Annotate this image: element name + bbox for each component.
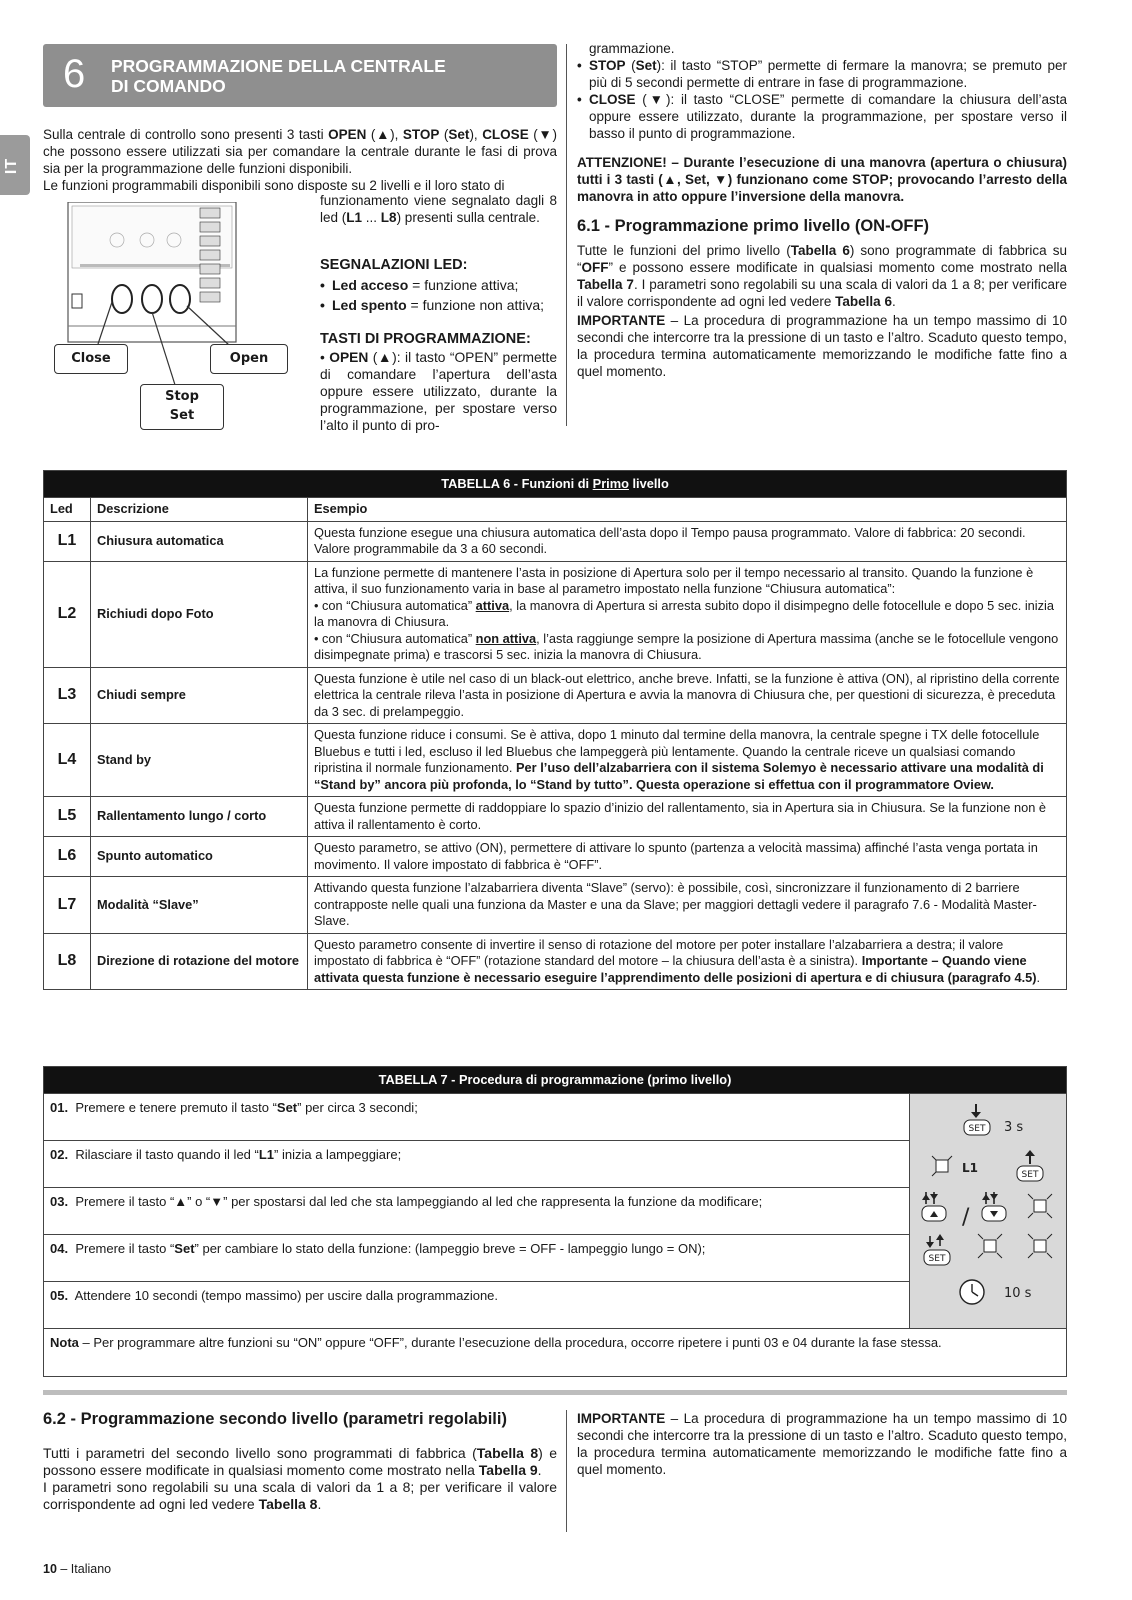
table-row: L8 Direzione di rotazione del motore Questo parametro consente di invertire il senso di rotazione del motore per poter installare l’alzabarriera a destra; il valore impostato di fabbrica è “OFF” (rotazione standard del motore – la chiusura dell’asta è a sinistra). Importante – Quando viene attivata questa funzione è necessario eseguire l’apprendimento delle posizioni di apertura e di chiusura (paragrafo 4.5).	[44, 933, 1067, 990]
table-note-row: Nota – Per programmare altre funzioni su “ON” oppure “OFF”, durante l’esecuzione della procedura, occorre ripetere i punti 03 e 04 durante la fase stessa.	[44, 1329, 1067, 1377]
section-6-2	[43, 1410, 557, 1513]
right-column	[577, 40, 1067, 380]
duration-10s-text: 10 s	[1004, 1286, 1032, 1301]
column-header: Led	[44, 498, 91, 522]
intro-paragraph: Sulla centrale di controllo sono presenti 3 tasti OPEN (▲), STOP (Set), CLOSE (▼) che possono essere utilizzati sia per comandare la centrale durante le fasi di prova sia per la programmazione delle funzioni disponibili. Le funzioni programmabili disponibili sono disposte su 2 livelli e il loro stato di	[43, 127, 558, 193]
language-label: IT	[3, 157, 21, 175]
table-row: L1 Chiusura automatica Questa funzione esegue una chiusura automatica dell’asta dopo il Tempo pausa programmato. Valore di fabbrica: 20 secondi. Valore programmabile da 3 a 60 secondi.	[44, 521, 1067, 561]
table-7-title: TABELLA 7 - Procedura di programmazione (primo livello)	[44, 1067, 1067, 1094]
column-divider	[566, 44, 567, 426]
set-toggle-icon	[924, 1234, 1052, 1265]
section-6-1-title: 6.1 - Programmazione primo livello (ON-OFF)	[577, 217, 930, 235]
led-blinking-icon	[932, 1150, 1043, 1181]
table-row: 05. Attendere 10 secondi (tempo massimo) per uscire dalla programmazione.	[44, 1282, 1067, 1329]
led-intro-text: funzionamento viene segnalato dagli 8 led (L1 ... L8) presenti sulla centrale.	[320, 193, 557, 225]
timer-icon	[960, 1280, 1032, 1304]
section-divider-bar	[43, 1390, 1067, 1395]
section-6-2-paragraph: Tutti i parametri del secondo livello sono programmati di fabbrica (Tabella 8) e possono essere modificate in qualsiasi momento come mostrato nella Tabella 9. I parametri sono regolabili su una scala di valori da 1 a 8; per verificare il valore corrispondente ad ogni led vedere Tabella 8.	[43, 1445, 557, 1512]
table-6	[43, 470, 1067, 990]
led-signals-section	[320, 256, 557, 315]
set-key-text: SET	[968, 1124, 986, 1134]
open-button-label: Open	[210, 344, 288, 374]
led-signals-title: SEGNALAZIONI LED:	[320, 257, 468, 273]
stop-key-description: • STOP (Set): il tasto “STOP” permette di fermare la manovra; se premuto per più di 5 secondi permette di entrare in fase di programmazione.	[577, 57, 1067, 91]
section-6-1-important: IMPORTANTE – La procedura di programmazione ha un tempo massimo di 10 secondi che intercorre tra la pressione di un tasto e l’altro. Scaduto questo tempo, la procedura termina automaticamente memorizzando le modifiche fatte fino a quel momento.	[577, 313, 1067, 379]
table-7	[43, 1066, 1067, 1377]
led-l1-text: L1	[962, 1161, 978, 1175]
table-row: L4 Stand by Questa funzione riduce i consumi. Se è attiva, dopo 1 minuto dal termine della manovra, la centrale spegne i TX delle fotocellule Bluebus e tutti i led, escluso il led Bluebus che lampeggerà più lentamente. Quando la centrale riceve un qualsiasi comando ripristina il normale funzionamento. Per l’uso dell’alzabarriera con il sistema Solemyo è necessario attivare una modalità di “Stand by” ancora più profonda, lo “Stand by tutto”. Questa operazione si effettua con il programmatore Oview.	[44, 724, 1067, 797]
keys-section	[320, 330, 557, 434]
table-row: 01. Premere e tenere premuto il tasto “Set” per circa 3 secondi; SET 3 s L1 SET / SET 10 s	[44, 1094, 1067, 1141]
table-6-title: TABELLA 6 - Funzioni di Primo livello	[44, 471, 1067, 498]
page-footer: 10 – Italiano	[43, 1562, 112, 1576]
close-button-label: Close	[54, 344, 128, 374]
led-signal-item: • Led acceso = funzione attiva;	[320, 275, 557, 295]
stop-set-button-label: Stop Set	[140, 384, 224, 430]
open-key-continued: grammazione.	[589, 41, 675, 56]
set-key-text-2: SET	[1021, 1170, 1039, 1180]
table-row: L2 Richiudi dopo Foto La funzione permette di mantenere l’asta in posizione di Apertura solo per il tempo necessario al transito. Quando la funzione è attiva, il suo funzionamento varia in base al parametro impostato nella funzione “Chiusura automatica”: • con “Chiusura automatica” attiva, la manovra di Apertura si arresta subito dopo il disimpegno delle fotocellule e dopo 5 sec. inizia la manovra di Chiusura. • con “Chiusura automatica” non attiva, l’asta raggiunge sempre la posizione di Apertura massima (anche se le fotocellule vengono disimpegnate prima) e trascorsi 5 sec. inizia la manovra di Chiusura.	[44, 561, 1067, 667]
duration-3s-text: 3 s	[1004, 1120, 1024, 1135]
section-6-2-title: 6.2 - Programmazione secondo livello (parametri regolabili)	[43, 1410, 507, 1428]
table-row: 04. Premere il tasto “Set” per cambiare lo stato della funzione: (lampeggio breve = OFF - lampeggio lungo = ON);	[44, 1235, 1067, 1282]
or-slash-text: /	[962, 1205, 970, 1230]
section-number: 6	[63, 52, 86, 96]
control-board-figure	[50, 202, 314, 430]
section-title: PROGRAMMAZIONE DELLA CENTRALE DI COMANDO	[111, 56, 446, 96]
warning-text: ATTENZIONE! – Durante l’esecuzione di una manovra (apertura o chiusura) tutti i 3 tasti (▲, Set, ▼) funzionano come STOP; provocando l’arresto della manovra in atto oppure l’inversione della manovra.	[577, 155, 1067, 204]
open-key-description: • OPEN (▲): il tasto “OPEN” permette di comandare l’apertura dell’asta oppure essere utilizzato, durante la programmazione, per spostare verso l’alto il punto di pro-	[320, 350, 557, 433]
column-header: Esempio	[308, 498, 1067, 522]
section-header	[43, 44, 557, 107]
up-down-keys-icon	[922, 1192, 1052, 1230]
column-divider-2	[566, 1410, 567, 1532]
section-6-1-paragraph: Tutte le funzioni del primo livello (Tabella 6) sono programmate di fabbrica su “OFF” e possono essere modificate in qualsiasi momento come mostrato nella Tabella 7. I parametri sono regolabili su una scala di valori da 1 a 8; per verificare il valore corrispondente ad ogni led vedere Tabella 6.	[577, 243, 1067, 309]
procedure-icons	[910, 1094, 1067, 1329]
table-row: 03. Premere il tasto “▲” o “▼” per spostarsi dal led che sta lampeggiando al led che rappresenta la funzione da modificare;	[44, 1188, 1067, 1235]
press-set-icon	[964, 1104, 1023, 1135]
close-key-description: • CLOSE (▼): il tasto “CLOSE” permette di comandare la chiusura dell’asta oppure essere utilizzato, durante la programmazione, per spostare verso il basso il punto di programmazione.	[577, 91, 1067, 142]
table-row: L3 Chiudi sempre Questa funzione è utile nel caso di un black-out elettrico, anche breve. Infatti, se la funzione è attiva (ON), al ripristino della corrente elettrica la centrale rileva l’asta in posizione di Apertura e avvia la manovra di Chiusura che, per questioni di sicurezza, è preceduta da 3 sec. di prelampeggio.	[44, 667, 1067, 724]
keys-title: TASTI DI PROGRAMMAZIONE:	[320, 331, 531, 347]
procedure-icon-panel	[910, 1100, 1066, 1320]
table-row: 02. Rilasciare il tasto quando il led “L1” inizia a lampeggiare;	[44, 1141, 1067, 1188]
language-tab	[0, 135, 30, 195]
led-signal-item: • Led spento = funzione non attiva;	[320, 295, 557, 315]
table-row: L7 Modalità “Slave” Attivando questa funzione l’alzabarriera diventa “Slave” (servo): è possibile, così, sincronizzare il funzionamento di 2 barriere contrapposte nelle quali una funziona da Master e una da Slave; per maggiori dettagli vedere il paragrafo 7.6 - Modalità Master-Slave.	[44, 877, 1067, 934]
section-6-2-important: IMPORTANTE – La procedura di programmazione ha un tempo massimo di 10 secondi che intercorre tra la pressione di un tasto e l’altro. Scaduto questo tempo, la procedura termina automaticamente memorizzando le modifiche fatte fino a quel momento.	[577, 1411, 1067, 1477]
table-row: L5 Rallentamento lungo / corto Questa funzione permette di raddoppiare lo spazio d’inizio del rallentamento, sia in Apertura sia in Chiusura. Se la funzione non è attiva il rallentamento è corto.	[44, 797, 1067, 837]
set-key-text-3: SET	[928, 1254, 946, 1264]
column-header: Descrizione	[91, 498, 308, 522]
table-row: L6 Spunto automatico Questo parametro, se attivo (ON), permettere di attivare lo spunto (partenza a velocità massima) affinché l’asta venga portata in movimento. Il valore impostato di fabbrica è “OFF”.	[44, 837, 1067, 877]
